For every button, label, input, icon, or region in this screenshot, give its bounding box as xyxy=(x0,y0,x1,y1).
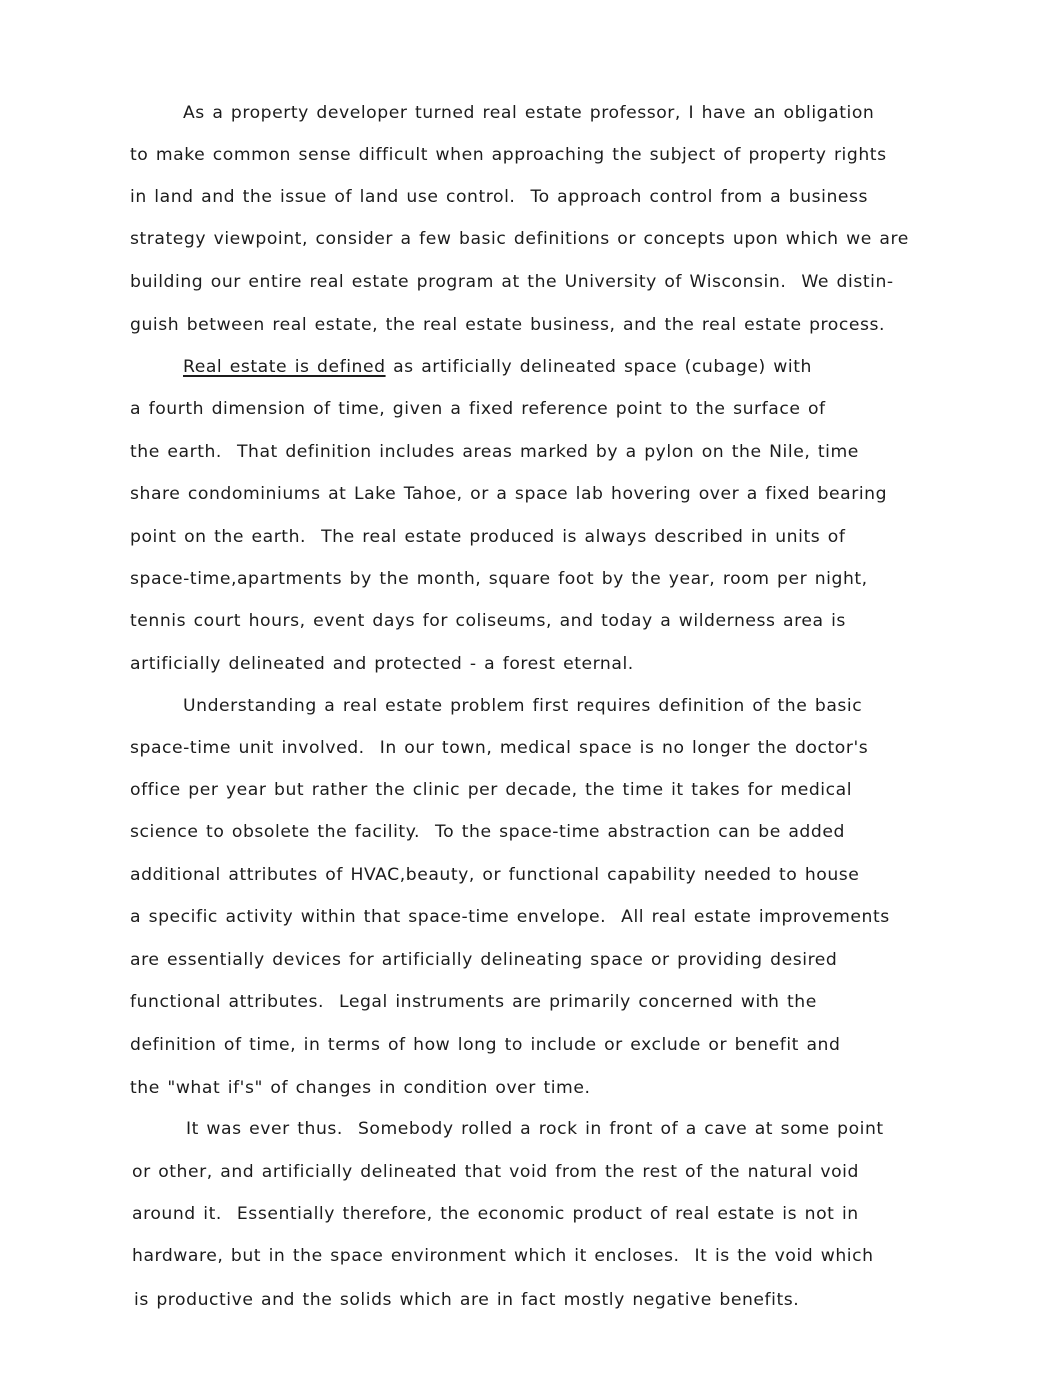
text-line: a fourth dimension of time, given a fixed reference point to the surface of xyxy=(130,399,826,419)
text-line: is productive and the solids which are in fact mostly negative benefits. xyxy=(134,1290,800,1310)
text-line: or other, and artificially delineated that void from the rest of the natural void xyxy=(132,1162,859,1182)
text-line: tennis court hours, event days for coliseums, and today a wilderness area is xyxy=(130,611,846,631)
text-line: building our entire real estate program at the University of Wisconsin. We distin- xyxy=(130,272,894,292)
text-line: point on the earth. The real estate produced is always described in units of xyxy=(130,527,846,547)
text-line: the earth. That definition includes areas marked by a pylon on the Nile, time xyxy=(130,442,859,462)
text-line: guish between real estate, the real estate business, and the real estate process. xyxy=(130,315,886,335)
text-line: are essentially devices for artificially delineating space or providing desired xyxy=(130,950,838,970)
text-line: a specific activity within that space-time envelope. All real estate improvements xyxy=(130,907,890,927)
text-line: office per year but rather the clinic per decade, the time it takes for medical xyxy=(130,780,853,800)
lead-rest-text: as artificially delineated space (cubage) with xyxy=(385,357,812,377)
text-line: additional attributes of HVAC,beauty, or functional capability needed to house xyxy=(130,865,860,885)
text-line: functional attributes. Legal instruments are primarily concerned with the xyxy=(130,992,817,1012)
underlined-term: Real estate is defined xyxy=(183,357,386,377)
text-line: space-time,apartments by the month, square foot by the year, room per night, xyxy=(130,569,868,589)
text-line: share condominiums at Lake Tahoe, or a space lab hovering over a fixed bearing xyxy=(130,484,888,504)
text-line: around it. Essentially therefore, the economic product of real estate is not in xyxy=(132,1204,859,1224)
text-line: As a property developer turned real estate professor, I have an obligation xyxy=(183,103,875,123)
text-line: definition of time, in terms of how long to include or exclude or benefit and xyxy=(130,1035,841,1055)
text-line: space-time unit involved. In our town, medical space is no longer the doctor's xyxy=(130,738,869,758)
text-line: science to obsolete the facility. To the space-time abstraction can be added xyxy=(130,822,845,842)
text-line: the "what if's" of changes in condition over time. xyxy=(130,1078,591,1098)
text-line: strategy viewpoint, consider a few basic definitions or concepts upon which we are xyxy=(130,229,909,249)
text-line-lead xyxy=(183,355,812,379)
text-line: It was ever thus. Somebody rolled a rock in front of a cave at some point xyxy=(186,1119,884,1139)
text-line: in land and the issue of land use control. To approach control from a business xyxy=(130,187,869,207)
text-line: hardware, but in the space environment which it encloses. It is the void which xyxy=(132,1246,874,1266)
text-line: to make common sense difficult when approaching the subject of property rights xyxy=(130,145,887,165)
text-line: Understanding a real estate problem first requires definition of the basic xyxy=(183,696,863,716)
text-line: artificially delineated and protected - a forest eternal. xyxy=(130,654,634,674)
